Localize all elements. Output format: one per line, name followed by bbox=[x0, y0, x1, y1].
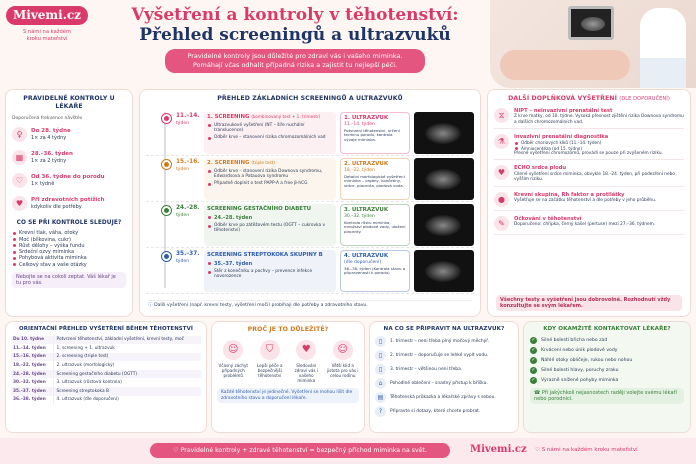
extra-name: Invazivní prenatální diagnostika bbox=[514, 133, 609, 140]
screenings-card bbox=[140, 90, 480, 316]
heart-icon: ♡ bbox=[173, 447, 181, 454]
watch-item: Celkový stav a vaše otázky bbox=[12, 262, 126, 268]
screening-detail: Případně doplnit o test PAPP-A a free β-hCG bbox=[207, 181, 333, 186]
extra-item bbox=[494, 134, 684, 160]
screening-detail: Odběr krve – stanovení rizika chromozomálních vad bbox=[207, 135, 333, 140]
brand-tagline-2: kroku mateřství bbox=[26, 35, 68, 42]
why-item bbox=[327, 340, 360, 383]
subtitle-2: Pomáhají včas odhalit případná rizika a zajistit tu nejlepší péči. bbox=[192, 61, 398, 69]
overview-card bbox=[6, 322, 206, 432]
brand-logo[interactable]: Mivemi.cz bbox=[6, 6, 88, 25]
overview-week: 30.–32. týden bbox=[11, 378, 53, 387]
extra-title-note: (DLE DOPORUČENÍ) bbox=[619, 96, 670, 102]
extra-item bbox=[494, 165, 684, 186]
prepare-text: Připravte si dotazy, které chcete probrat. bbox=[390, 408, 481, 414]
screening-detail: Ultrazvukové vyšetření (NT – šíře nuchální translucence) bbox=[207, 123, 333, 134]
checkup-week: Do 28. týdne bbox=[31, 128, 71, 135]
shirt-icon: ⌂ bbox=[375, 378, 386, 389]
why-tip: Každé těhotenství je jedinečné. Vyšetření se mohou lišit dle zdravotního stavu a doporučení lékaře. bbox=[217, 388, 359, 403]
footer-text: Pravidelné kontroly + zdravé těhotenství = bezpečný příchod miminka na svět. bbox=[180, 447, 427, 454]
prepare-item bbox=[375, 392, 513, 403]
checkups-tip: Nebojte se na cokoli zeptat. Váš lékař je tu pro vás. bbox=[12, 272, 126, 289]
screenings-note-box bbox=[148, 300, 472, 309]
why-list bbox=[217, 340, 359, 383]
overview-week: 11.–14. týden bbox=[11, 344, 53, 353]
checkup-item bbox=[12, 127, 126, 142]
contact-item bbox=[530, 357, 684, 364]
screening-box bbox=[204, 112, 336, 154]
ultrasound-title: 2. ULTRAZVUK bbox=[344, 161, 389, 167]
contact-text: Krvácení nebo únik plodové vody bbox=[541, 347, 618, 353]
why-text: Větší klid a jistota pro vás i celou rodinu bbox=[327, 362, 359, 378]
heart-pulse-icon: ♥ bbox=[296, 340, 316, 360]
ultrasound-title: 3. ULTRAZVUK bbox=[344, 207, 389, 213]
syringe-icon: ✎ bbox=[494, 216, 509, 231]
overview-row bbox=[11, 336, 201, 345]
ultrasound-image bbox=[414, 158, 474, 200]
extra-name: ECHO srdce plodu bbox=[514, 165, 567, 172]
footer-logo[interactable]: Mivemi.cz bbox=[470, 444, 527, 455]
contact-tip-text: Při jakýchkoli nejasnostech raději volejte svému lékaři nebo porodnici. bbox=[534, 389, 677, 403]
screening-row bbox=[146, 112, 474, 156]
why-item bbox=[217, 340, 250, 383]
info-icon: ⓘ bbox=[148, 303, 155, 308]
extra-tip: Všechny testy a vyšetření jsou dobrovolné. Rozhodnutí vždy konzultujte se svým lékařem. bbox=[496, 295, 682, 312]
checkup-freq: kdykoliv dle potřeby bbox=[31, 203, 82, 210]
screening-name-note: (kombinovaný test + 1. trimestr) bbox=[251, 114, 321, 119]
question-icon: ? bbox=[375, 406, 386, 417]
ultrasound-box bbox=[340, 112, 410, 154]
why-card bbox=[212, 322, 364, 432]
brand-block bbox=[6, 6, 88, 66]
screening-name bbox=[207, 252, 333, 259]
extra-sub: Amniocentéza (od 15. týdne) bbox=[514, 146, 663, 151]
checkup-item bbox=[12, 173, 126, 188]
extra-desc: Vyšetřuje se na začátku těhotenství a dle potřeby v jeho průběhu. bbox=[514, 198, 657, 204]
extra-name: Krevní skupina, Rh faktor a protilátky bbox=[514, 191, 625, 198]
watch-item: Pohybová aktivita miminka bbox=[12, 255, 126, 261]
checkup-item bbox=[12, 150, 126, 165]
smile-icon: ☺ bbox=[333, 340, 353, 360]
photo-patient bbox=[500, 50, 630, 80]
extra-name: Očkování v těhotenství bbox=[514, 215, 582, 222]
screening-detail: 35.–37. týden bbox=[207, 261, 333, 267]
extra-desc: Z krve matky, od 10. týdne. Vysoká přesnost zjištění rizika Downova syndromu a dalších chromozomálních vad. bbox=[514, 114, 684, 125]
overview-row bbox=[11, 370, 201, 379]
why-title: PROČ JE TO DŮLEŽITÉ? bbox=[247, 326, 329, 333]
ultrasound-weeks: (dle doporučení) bbox=[344, 259, 382, 265]
screening-weeks: 24.–28. bbox=[176, 205, 200, 211]
checkups-title: PRAVIDELNÉ KONTROLY U LÉKAŘE bbox=[23, 95, 115, 110]
extra-list bbox=[494, 108, 684, 235]
check-icon: ✓ bbox=[531, 346, 536, 353]
ultrasound-image bbox=[414, 250, 474, 292]
contact-text: Silné bolesti hlavy, poruchy zraku bbox=[541, 367, 619, 373]
ultrasound-weeks: 18.–22. týden bbox=[344, 167, 375, 173]
ultrasound-image bbox=[414, 204, 474, 246]
why-item bbox=[290, 340, 323, 383]
why-text: Sledování zdraví vás i vašeho miminka bbox=[294, 362, 318, 384]
baby-icon: ☺ bbox=[223, 340, 243, 360]
screening-unit: týden bbox=[176, 259, 190, 264]
check-icon: ✓ bbox=[531, 356, 536, 363]
watch-item: Růst dělohy – výška fundu bbox=[12, 243, 126, 249]
prepare-text: 1. trimestr – není třeba plný močový měchýř. bbox=[390, 338, 490, 344]
screenings-note: Další vyšetření (např. krevní testy, vyšetření moči) probíhají dle potřeby a zdravotního stavu. bbox=[154, 303, 368, 308]
subtitle-1: Pravidelné kontroly jsou důležité pro zdraví vás i vašeho miminka. bbox=[187, 52, 403, 60]
contact-item bbox=[530, 377, 684, 384]
screening-unit: týden bbox=[176, 167, 190, 172]
prepare-text: Těhotenská průkazka a lékařské zprávy s sebou. bbox=[390, 394, 496, 400]
watch-item: Srdeční ozvy miminka bbox=[12, 249, 126, 255]
screening-name bbox=[207, 160, 333, 167]
contact-text: Náhlé otoky obličeje, rukou nebo nohou bbox=[541, 357, 633, 363]
overview-desc: 2. screening (triple test) bbox=[56, 354, 109, 360]
checkup-freq: 1× týdně bbox=[31, 180, 55, 187]
prepare-card bbox=[370, 322, 518, 432]
shield-icon: ⛉ bbox=[260, 340, 280, 360]
overview-desc: 4. ultrazvuk (dle doporučení) bbox=[56, 397, 119, 403]
ultrasound-title: 4. ULTRAZVUK bbox=[344, 253, 389, 259]
prepare-item bbox=[375, 350, 513, 361]
prepare-text: Pohodlné oblečení – snadný přístup k bříšku. bbox=[390, 380, 488, 386]
footer bbox=[0, 438, 696, 464]
timeline-dot bbox=[162, 114, 171, 123]
prepare-item bbox=[375, 378, 513, 389]
timeline-dot bbox=[162, 206, 171, 215]
contact-text: Výrazně snížené pohyby miminka bbox=[541, 377, 619, 383]
overview-row bbox=[11, 344, 201, 353]
contact-list bbox=[530, 337, 684, 384]
checkups-list bbox=[12, 127, 126, 211]
prepare-text: 3. trimestr – většinou není třeba. bbox=[390, 366, 463, 372]
phone-icon: ☎ bbox=[534, 389, 542, 396]
overview-week: 18.–22. týden bbox=[11, 361, 53, 370]
bottle-icon: ▯ bbox=[375, 336, 386, 347]
check-icon: ✓ bbox=[531, 336, 536, 343]
screening-box bbox=[204, 158, 336, 200]
checkup-week: Od 36. týdne do porodu bbox=[31, 174, 105, 181]
subtitle-box bbox=[165, 49, 425, 73]
overview-week: 15.–16. týden bbox=[11, 353, 53, 362]
checkup-week: Při zdravotních potížích bbox=[31, 197, 105, 204]
ultrasound-title: 1. ULTRAZVUK bbox=[344, 115, 389, 121]
screening-name-main: 2. SCREENING bbox=[207, 160, 250, 166]
screening-name-main: SCREENING STREPTOKOKA SKUPINY B bbox=[207, 252, 323, 258]
overview-row bbox=[11, 378, 201, 387]
overview-row bbox=[11, 396, 201, 405]
screening-weeks: 15.–16. bbox=[176, 159, 200, 165]
ultrasound-desc: Detailní morfologické vyšetření miminka – orgány, končetiny, srdce, placenta, plodová voda. bbox=[344, 173, 405, 189]
header bbox=[110, 6, 480, 73]
checkups-freq-label: Doporučená frekvence návštěv bbox=[12, 115, 83, 121]
heart-icon: ♡ bbox=[535, 447, 542, 453]
screening-box bbox=[204, 250, 336, 292]
extra-title-main: DALŠÍ DOPLŇKOVÁ VYŠETŘENÍ bbox=[508, 95, 617, 102]
overview-week: 24.–28. týden bbox=[11, 370, 53, 379]
overview-title: ORIENTAČNÍ PŘEHLED VYŠETŘENÍ BĚHEM TĚHOTENSTVÍ bbox=[19, 326, 193, 332]
blood-drop-icon: ● bbox=[494, 192, 509, 207]
overview-desc: 2. ultrazvuk (morfologický) bbox=[56, 362, 115, 368]
footer-tagline bbox=[535, 447, 638, 454]
screening-name-main: SCREENING GESTAČNÍHO DIABETU bbox=[207, 206, 312, 212]
checkup-freq: 1× za 2 týdny bbox=[31, 157, 67, 164]
screening-name-main: 1. SCREENING bbox=[207, 114, 250, 120]
extra-title bbox=[494, 95, 684, 103]
prepare-item bbox=[375, 364, 513, 375]
checkup-week: 28.–36. týden bbox=[31, 151, 73, 158]
card-icon: ▤ bbox=[375, 392, 386, 403]
contact-item bbox=[530, 337, 684, 344]
overview-week: 35.–37. týden bbox=[11, 387, 53, 396]
timeline-dot bbox=[162, 252, 171, 261]
ultrasound-desc: 36.–38. týden (Kontrola stavu a připravenosti k porodu) bbox=[344, 265, 406, 276]
checkup-freq: 1× za 4 týdny bbox=[31, 134, 67, 141]
overview-row bbox=[11, 361, 201, 370]
overview-row bbox=[11, 353, 201, 362]
contact-text: Silné bolesti břicha nebo zad bbox=[541, 337, 608, 343]
ultrasound-box bbox=[340, 204, 410, 246]
test-tube-icon: ⚗ bbox=[494, 134, 509, 149]
ultrasound-box bbox=[340, 250, 410, 292]
overview-row bbox=[11, 387, 201, 396]
bottle-icon: ▯ bbox=[375, 364, 386, 375]
extra-desc: Doporučeno: chřipka, černý kašel (pertuse) mezi 27.–36. týdnem. bbox=[514, 222, 656, 228]
checkups-card bbox=[6, 90, 132, 316]
extra-item bbox=[494, 192, 684, 211]
screening-detail: Stěr z konečníku a pochvy – prevence infekce novorozence bbox=[207, 269, 333, 280]
watch-list bbox=[12, 230, 126, 268]
screening-name bbox=[207, 206, 333, 213]
footer-tagline-text: S námi na každém kroku mateřství bbox=[541, 447, 638, 453]
watch-title: CO SE PŘI KONTROLE SLEDUJE? bbox=[16, 220, 122, 227]
extra-item bbox=[494, 216, 684, 235]
page-title: Vyšetření a kontroly v těhotenství: bbox=[131, 5, 459, 25]
screening-detail: Odběr krve – stanovení rizika Downova syndromu, Edwardsova a Patauova syndromu bbox=[207, 169, 333, 180]
extra-sub: Odběr choriových klků (11.–14. týden) bbox=[514, 140, 663, 145]
ultrasound-desc: Kontrola růstu miminka, množství plodové vody, uložení placenty. bbox=[344, 219, 406, 235]
photo-doctor bbox=[640, 8, 686, 88]
ultrasound-weeks: 30.–32. týden bbox=[344, 213, 375, 219]
extra-desc: Cílené vyšetření srdce miminka, obvykle 18.–24. týden, při podezření nebo vyšším riziku. bbox=[514, 171, 676, 183]
why-text: Včasný záchyt případných problémů bbox=[218, 362, 249, 378]
screening-name bbox=[207, 114, 333, 121]
contact-card bbox=[524, 322, 690, 432]
overview-desc: Screening streptokoka B bbox=[56, 388, 109, 394]
page-title-2: Přehled screeningů a ultrazvuků bbox=[139, 25, 451, 45]
overview-week: 36.–38. týden bbox=[11, 396, 53, 405]
screening-row bbox=[146, 250, 474, 294]
extra-item bbox=[494, 108, 684, 129]
why-text: Lepší péče a bezpečnější těhotenství bbox=[256, 362, 283, 378]
screening-name-note: (triple test) bbox=[251, 160, 275, 165]
screenings-title: PŘEHLED ZÁKLADNÍCH SCREENINGŮ A ULTRAZVUKŮ bbox=[217, 95, 403, 102]
screening-weeks: 11.–14. bbox=[176, 113, 200, 119]
screening-weeks: 35.–37. bbox=[176, 251, 200, 257]
header-photo bbox=[490, 0, 696, 88]
screening-unit: týden bbox=[176, 121, 190, 126]
overview-desc: 1. screening + 1. ultrazvuk bbox=[56, 345, 115, 351]
photo-monitor bbox=[568, 6, 614, 40]
brand-tagline-1: S námi na každém bbox=[22, 29, 72, 35]
check-icon: ✓ bbox=[531, 366, 536, 373]
pregnant-icon: ♀ bbox=[12, 127, 27, 142]
overview-desc: Screening gestačního diabetu (OGTT) bbox=[56, 371, 137, 377]
extra-desc: Přesné vyšetření chromozomů, provádí se pouze při zvýšeném riziku. bbox=[514, 150, 663, 156]
prepare-item bbox=[375, 336, 513, 347]
overview-desc: Potvrzení těhotenství, základní vyšetření, krevní testy, moč bbox=[56, 337, 185, 343]
screening-detail: 24.–28. týden bbox=[207, 215, 333, 221]
contact-item bbox=[530, 367, 684, 374]
watch-item: Moč (bílkovina, cukr) bbox=[12, 237, 126, 243]
prepare-text: 2. trimestr – doporučuje se lehké vypít vodu. bbox=[390, 352, 489, 358]
overview-table bbox=[11, 336, 201, 404]
screening-detail: Odběr krve po zátěžovém testu (OGTT – cukrovka v těhotenství) bbox=[207, 223, 333, 234]
why-item bbox=[254, 340, 287, 383]
dna-icon: ⧖ bbox=[494, 108, 509, 123]
extra-card bbox=[488, 90, 690, 316]
calendar-icon: ▦ bbox=[12, 150, 27, 165]
prepare-title: NA CO SE PŘIPRAVIT NA ULTRAZVUK? bbox=[383, 326, 505, 332]
timeline-dot bbox=[162, 160, 171, 169]
contact-item bbox=[530, 347, 684, 354]
heart-icon: ♥ bbox=[12, 196, 27, 211]
ultrasound-weeks: 11.–14. týden bbox=[344, 121, 375, 127]
ultrasound-desc: Potvrzení těhotenství, určení termínu porodu, kontrola vývoje miminka. bbox=[344, 127, 400, 143]
overview-week: Do 10. týdne bbox=[11, 336, 53, 345]
prepare-list bbox=[375, 336, 513, 417]
contact-tip bbox=[530, 388, 684, 405]
check-icon: ✓ bbox=[531, 376, 536, 383]
checkup-item bbox=[12, 196, 126, 211]
contact-title: KDY OKAMŽITĚ KONTAKTOVAT LÉKAŘE? bbox=[543, 326, 671, 332]
screening-unit: týden bbox=[176, 213, 190, 218]
overview-desc: 3. ultrazvuk (růstová kontrola) bbox=[56, 380, 122, 386]
stethoscope-icon: ♡ bbox=[12, 173, 27, 188]
prepare-item bbox=[375, 406, 513, 417]
heart-echo-icon: ♥ bbox=[494, 165, 509, 180]
extra-name: NIPT – neinvazivní prenatální test bbox=[514, 107, 613, 114]
screening-row bbox=[146, 158, 474, 202]
watch-item: Krevní tlak, váha, otoky bbox=[12, 230, 126, 236]
ultrasound-image bbox=[414, 112, 474, 154]
footer-banner bbox=[150, 443, 450, 458]
ultrasound-box bbox=[340, 158, 410, 200]
screening-box bbox=[204, 204, 336, 246]
screening-row bbox=[146, 204, 474, 248]
bottle-icon: ▯ bbox=[375, 350, 386, 361]
